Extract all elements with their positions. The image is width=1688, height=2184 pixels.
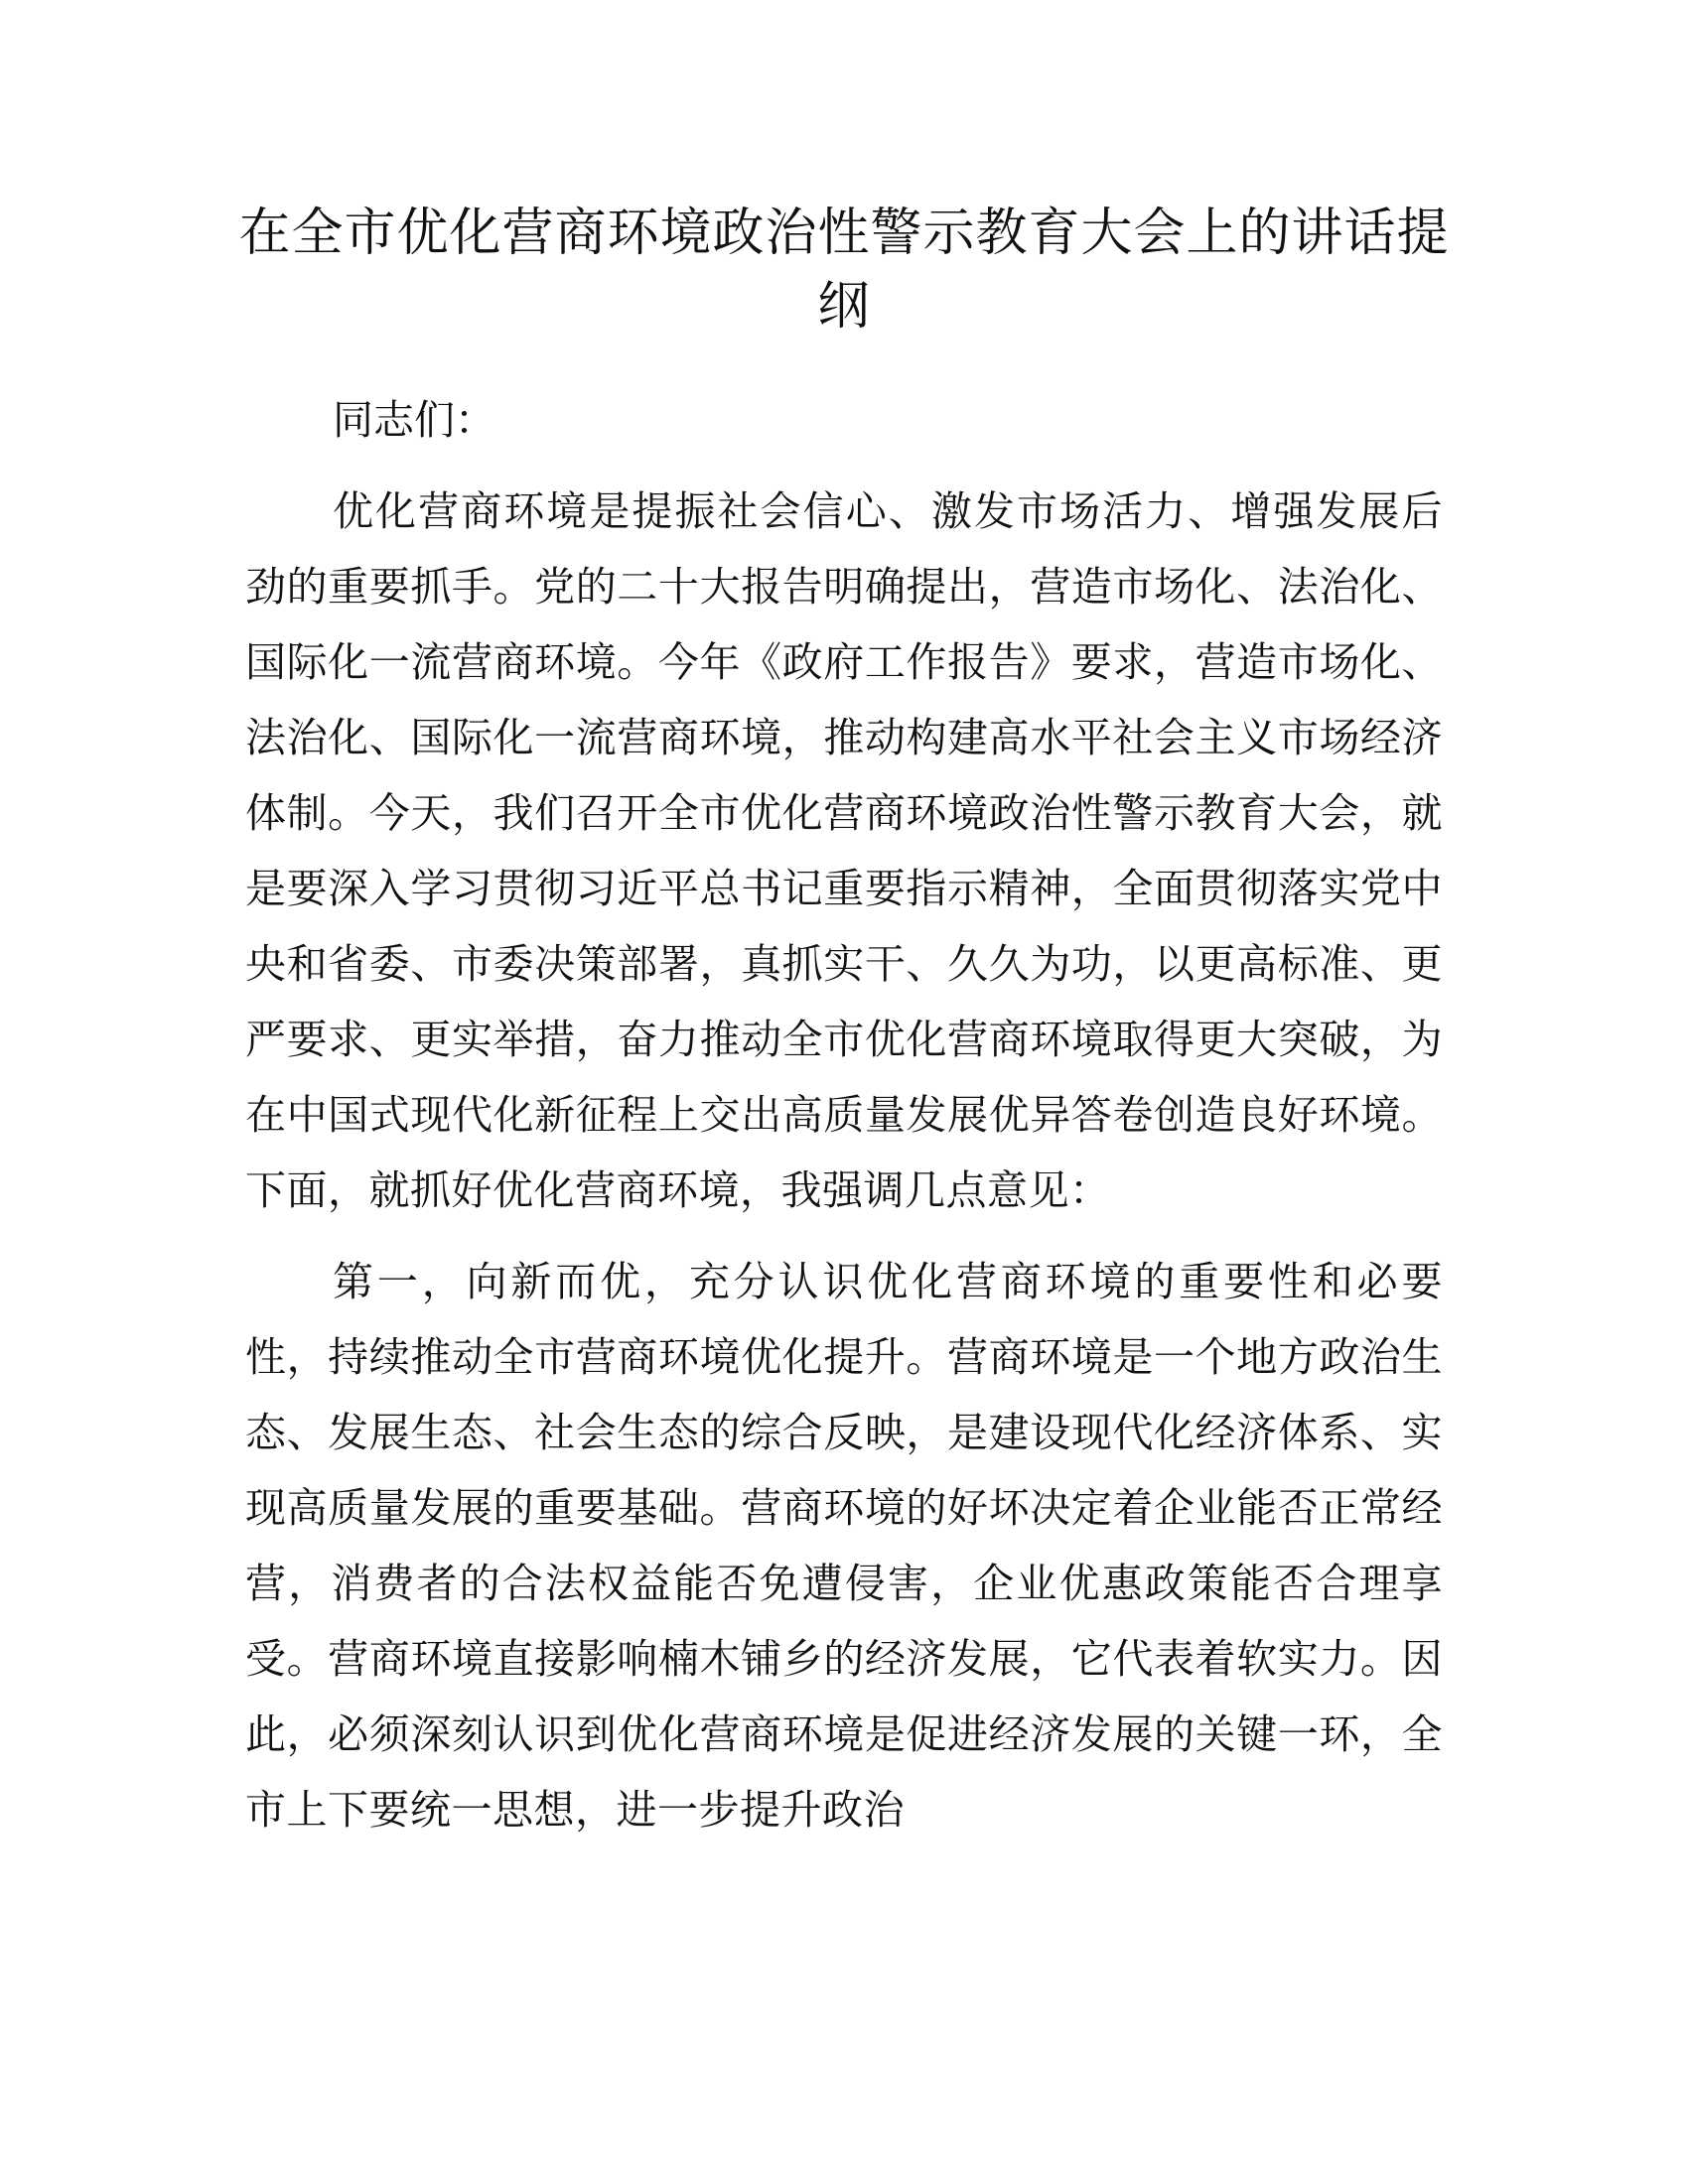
paragraph-intro: 优化营商环境是提振社会信心、激发市场活力、增强发展后劲的重要抓手。党的二十大报告明确提出，营造市场化、法治化、国际化一流营商环境。今年《政府工作报告》要求，营造市场化、法治化、国际化一流营商环境，推动构建高水平社会主义市场经济体制。今天，我们召开全市优化营商环境政治性警示教育大会，就是要深入学习贯彻习近平总书记重要指示精神，全面贯彻落实党中央和省委、市委决策部署，真抓实干、久久为功，以更高标准、更严要求、更实举措，奋力推动全市优化营商环境取得更大突破，为在中国式现代化新征程上交出高质量发展优异答卷创造良好环境。下面，就抓好优化营商环境，我强调几点意见： xyxy=(245,487,1443,1214)
paragraph-first-point: 第一，向新而优，充分认识优化营商环境的重要性和必要性，持续推动全市营商环境优化提升。营商环境是一个地方政治生态、发展生态、社会生态的综合反映，是建设现代化经济体系、实现高质量发展的重要基础。营商环境的好坏决定着企业能否正常经营，消费者的合法权益能否免遭侵害，企业优惠政策能否合理享受。营商环境直接影响楠木铺乡的经济发展，它代表着软实力。因此，必须深刻认识到优化营商环境是促进经济发展的关键一环，全市上下要统一思想，进一步提升政治 xyxy=(245,1258,1443,1834)
document-body xyxy=(245,382,1443,1863)
greeting: 同志们： xyxy=(333,396,495,444)
document-title: 在全市优化营商环境政治性警示教育大会上的讲话提纲 xyxy=(238,204,1450,337)
